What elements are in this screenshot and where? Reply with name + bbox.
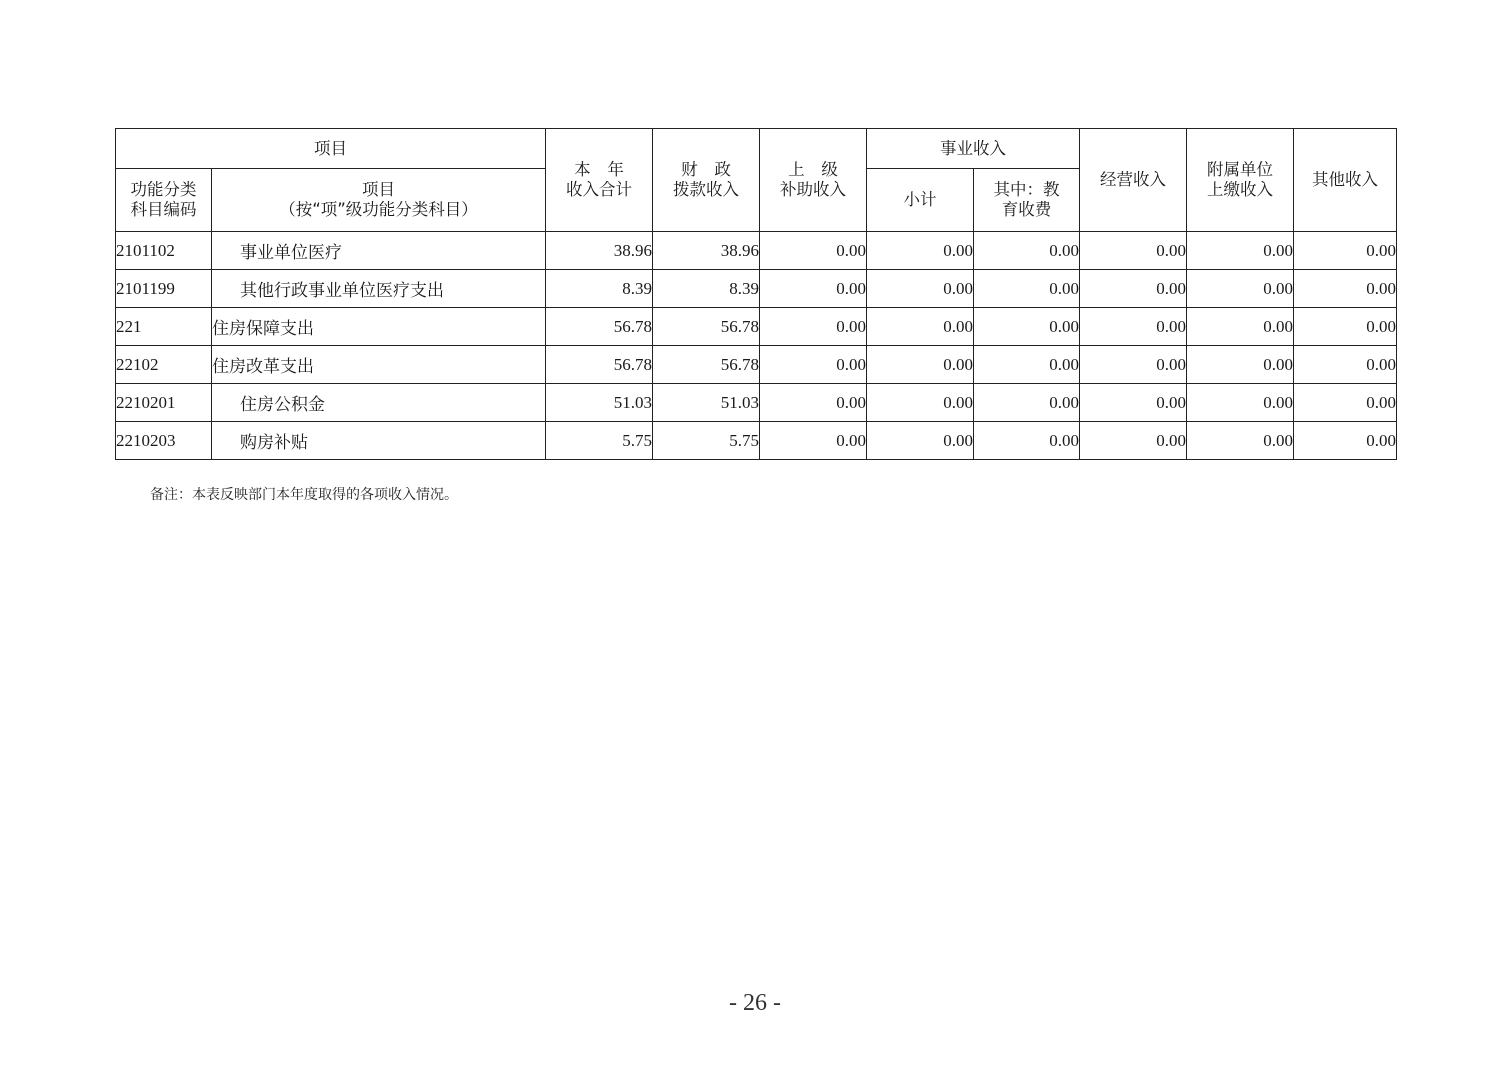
header-operating-income: 经营收入 <box>1080 129 1187 232</box>
cell-total: 56.78 <box>546 346 653 384</box>
header-project-group: 项目 <box>116 129 546 169</box>
cell-operating: 0.00 <box>1080 308 1187 346</box>
cell-fiscal: 51.03 <box>653 384 760 422</box>
cell-superior: 0.00 <box>760 308 867 346</box>
cell-superior: 0.00 <box>760 270 867 308</box>
row-code: 2101102 <box>116 232 212 270</box>
cell-fiscal: 5.75 <box>653 422 760 460</box>
cell-education-fee: 0.00 <box>974 270 1080 308</box>
header-affiliated-income: 附属单位 上缴收入 <box>1187 129 1294 232</box>
table-header <box>116 129 1397 232</box>
header-subtotal: 小计 <box>867 169 974 232</box>
cell-other: 0.00 <box>1294 232 1397 270</box>
row-code: 2101199 <box>116 270 212 308</box>
cell-total: 56.78 <box>546 308 653 346</box>
cell-operating: 0.00 <box>1080 232 1187 270</box>
header-function-code: 功能分类 科目编码 <box>116 169 212 232</box>
table-row <box>116 270 1397 308</box>
cell-total: 51.03 <box>546 384 653 422</box>
cell-education-fee: 0.00 <box>974 232 1080 270</box>
income-table <box>115 128 1397 460</box>
header-total-income: 本 年 收入合计 <box>546 129 653 232</box>
row-name: 事业单位医疗 <box>212 232 546 270</box>
cell-fiscal: 56.78 <box>653 346 760 384</box>
table-row <box>116 384 1397 422</box>
table-row <box>116 308 1397 346</box>
header-superior-subsidy: 上 级 补助收入 <box>760 129 867 232</box>
cell-other: 0.00 <box>1294 346 1397 384</box>
cell-operating: 0.00 <box>1080 422 1187 460</box>
cell-education-fee: 0.00 <box>974 346 1080 384</box>
table-row <box>116 346 1397 384</box>
cell-operating: 0.00 <box>1080 346 1187 384</box>
row-code: 221 <box>116 308 212 346</box>
row-code: 2210203 <box>116 422 212 460</box>
cell-education-fee: 0.00 <box>974 308 1080 346</box>
cell-superior: 0.00 <box>760 346 867 384</box>
cell-operating: 0.00 <box>1080 384 1187 422</box>
table-footnote: 备注：本表反映部门本年度取得的各项收入情况。 <box>150 487 458 503</box>
cell-superior: 0.00 <box>760 384 867 422</box>
cell-other: 0.00 <box>1294 384 1397 422</box>
cell-other: 0.00 <box>1294 270 1397 308</box>
cell-fiscal: 56.78 <box>653 308 760 346</box>
cell-subtotal: 0.00 <box>867 232 974 270</box>
cell-affiliated: 0.00 <box>1187 308 1294 346</box>
header-fiscal-appropriation: 财 政 拨款收入 <box>653 129 760 232</box>
cell-total: 8.39 <box>546 270 653 308</box>
row-name: 其他行政事业单位医疗支出 <box>212 270 546 308</box>
cell-superior: 0.00 <box>760 422 867 460</box>
header-business-income-group: 事业收入 <box>867 129 1080 169</box>
row-code: 22102 <box>116 346 212 384</box>
cell-affiliated: 0.00 <box>1187 384 1294 422</box>
cell-total: 5.75 <box>546 422 653 460</box>
cell-affiliated: 0.00 <box>1187 232 1294 270</box>
row-name: 购房补贴 <box>212 422 546 460</box>
header-education-fee: 其中：教 育收费 <box>974 169 1080 232</box>
cell-subtotal: 0.00 <box>867 346 974 384</box>
table-row <box>116 232 1397 270</box>
cell-other: 0.00 <box>1294 308 1397 346</box>
row-name: 住房保障支出 <box>212 308 546 346</box>
row-name: 住房公积金 <box>212 384 546 422</box>
cell-education-fee: 0.00 <box>974 422 1080 460</box>
cell-affiliated: 0.00 <box>1187 346 1294 384</box>
cell-total: 38.96 <box>546 232 653 270</box>
cell-subtotal: 0.00 <box>867 422 974 460</box>
cell-fiscal: 8.39 <box>653 270 760 308</box>
cell-education-fee: 0.00 <box>974 384 1080 422</box>
cell-other: 0.00 <box>1294 422 1397 460</box>
cell-subtotal: 0.00 <box>867 308 974 346</box>
table-row <box>116 422 1397 460</box>
cell-fiscal: 38.96 <box>653 232 760 270</box>
table-body <box>116 232 1397 460</box>
row-name: 住房改革支出 <box>212 346 546 384</box>
cell-affiliated: 0.00 <box>1187 270 1294 308</box>
page-number: - 26 - <box>729 990 781 1016</box>
cell-affiliated: 0.00 <box>1187 422 1294 460</box>
cell-operating: 0.00 <box>1080 270 1187 308</box>
cell-superior: 0.00 <box>760 232 867 270</box>
cell-subtotal: 0.00 <box>867 270 974 308</box>
cell-subtotal: 0.00 <box>867 384 974 422</box>
row-code: 2210201 <box>116 384 212 422</box>
header-other-income: 其他收入 <box>1294 129 1397 232</box>
header-project-name: 项目 （按“项”级功能分类科目） <box>212 169 546 232</box>
